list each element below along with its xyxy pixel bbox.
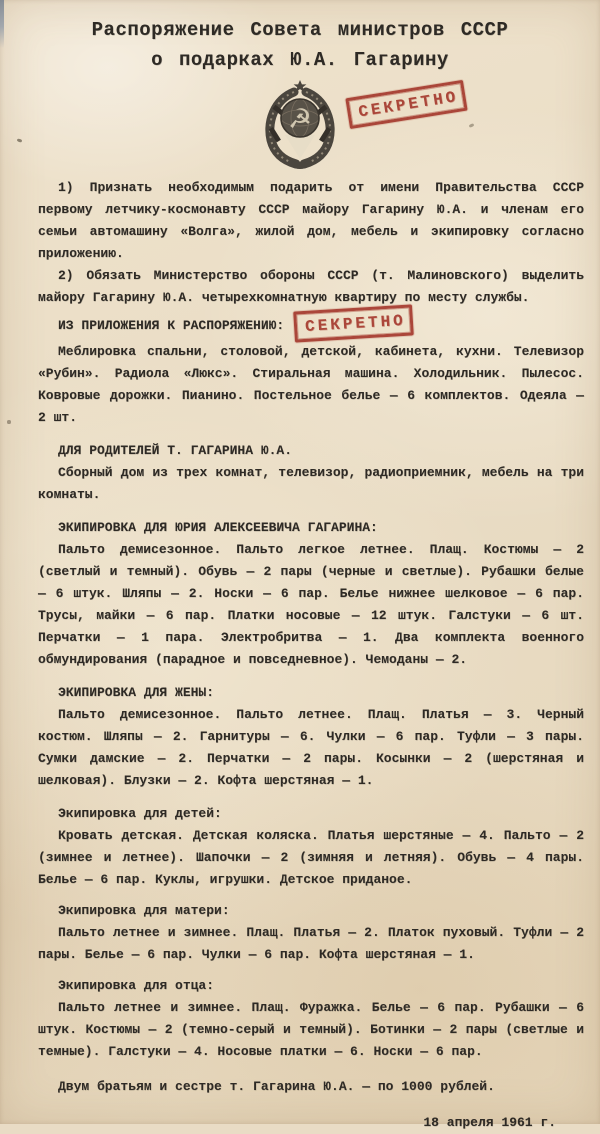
mother-outfit-heading: Экипировка для матери: <box>58 903 230 918</box>
parents-heading: ДЛЯ РОДИТЕЛЕЙ Т. ГАГАРИНА Ю.А. <box>58 443 293 458</box>
section-father-outfit <box>38 975 584 1063</box>
hammer-and-sickle-icon: ☭ <box>287 104 313 135</box>
mother-outfit-text: Пальто летнее и зимнее. Плащ. Платья — 2. Платок пуховый. Туфли — 2 пары. Белье — 6 пар. Чулки — 6 пар. Кофта шерстяная — 1. <box>38 925 584 962</box>
section-wife-outfit <box>38 682 584 792</box>
header-emblem-row <box>0 79 600 175</box>
document-title <box>0 0 600 75</box>
ussr-coat-of-arms-icon <box>260 79 340 171</box>
section-mother-outfit <box>38 900 584 966</box>
children-outfit-heading: Экипировка для детей: <box>58 806 222 821</box>
appendix-heading-row <box>38 311 584 341</box>
title-line-2: о подарках Ю.А. Гагарину <box>151 49 449 71</box>
secret-stamp-appendix: СЕКРЕТНО <box>293 304 413 342</box>
parents-text: Сборный дом из трех комнат, телевизор, радиоприемник, мебель на три комнаты. <box>38 465 584 502</box>
appendix-furnishings-text: Меблировка спальни, столовой, детской, кабинета, кухни. Телевизор «Рубин». Радиола «Люкс». Стиральная машина. Холодильник. Пылесос. Ковровые дорожки. Пианино. Постельное белье — 6 комплектов. Одеяла — 2 шт. <box>38 344 584 425</box>
father-outfit-text: Пальто летнее и зимнее. Плащ. Фуражка. Белье — 6 пар. Рубашки — 6 штук. Костюмы — 2 (темно-серый и темный). Ботинки — 2 пары (светлые и темные). Галстуки — 4. Носовые платки — 6. Носки — 6 пар. <box>38 1000 584 1059</box>
wife-outfit-text: Пальто демисезонное. Пальто летнее. Плащ. Платья — 3. Черный костюм. Шляпы — 2. Гарнитуры — 6. Чулки — 6 пар. Туфли — 3 пары. Сумки дамские — 2. Перчатки — 2 пары. Косынки — 2 (шерстяная и шелковая). Блузки — 2. Кофта шерстяная — 1. <box>38 707 584 788</box>
decree-item-1: 1) Признать необходимым подарить от имени Правительства СССР первому летчику-космонавту СССР майору Гагарину Ю.А. и членам его семьи автомашину «Волга», жилой дом, мебель и экипировку согласно приложению. <box>38 180 584 261</box>
section-children-outfit <box>38 803 584 891</box>
yuri-outfit-text: Пальто демисезонное. Пальто легкое летнее. Плащ. Костюмы — 2 (светлый и темный). Обувь — 2 пары (черные и светлые). Рубашки белые — 6 штук. Шляпы — 2. Носки — 6 пар. Белье нижнее шелковое — 6 пар. Трусы, майки — 6 пар. Платки носовые — 12 штук. Галстуки — 6 шт. Перчатки — 1 пара. Электробритва — 1. Два комплекта военного обмундирования (парадное и повседневное). Чемоданы — 2. <box>38 542 584 667</box>
appendix-heading: ИЗ ПРИЛОЖЕНИЯ К РАСПОРЯЖЕНИЮ: <box>58 318 285 333</box>
children-outfit-text: Кровать детская. Детская коляска. Платья шерстяные — 4. Пальто — 2 (зимнее и летнее). Шапочки — 2 (зимняя и летняя). Обувь — 4 пары. Белье — 6 пар. Куклы, игрушки. Детское приданое. <box>38 828 584 887</box>
yuri-outfit-heading: ЭКИПИРОВКА ДЛЯ ЮРИЯ АЛЕКСЕЕВИЧА ГАГАРИНА: <box>58 520 378 535</box>
document-date: 18 апреля 1961 г. <box>423 1115 556 1130</box>
section-yuri-outfit <box>38 517 584 671</box>
secret-stamp-top: СЕКРЕТНО <box>345 80 467 129</box>
wife-outfit-heading: ЭКИПИРОВКА ДЛЯ ЖЕНЫ: <box>58 685 215 700</box>
title-line-1: Распоряжение Совета министров СССР <box>91 19 509 41</box>
father-outfit-heading: Экипировка для отца: <box>58 978 215 993</box>
decree-item-2: 2) Обязать Министерство обороны СССР (т. Малиновского) выделить майору Гагарину Ю.А. четырехкомнатную квартиру по месту службы. <box>38 268 584 305</box>
siblings-note: Двум братьям и сестре т. Гагарина Ю.А. — по 1000 рублей. <box>58 1079 495 1094</box>
scan-edge-artifact <box>0 0 4 48</box>
document-body <box>0 175 600 1134</box>
section-parents <box>38 440 584 506</box>
paper-speck <box>7 420 11 424</box>
